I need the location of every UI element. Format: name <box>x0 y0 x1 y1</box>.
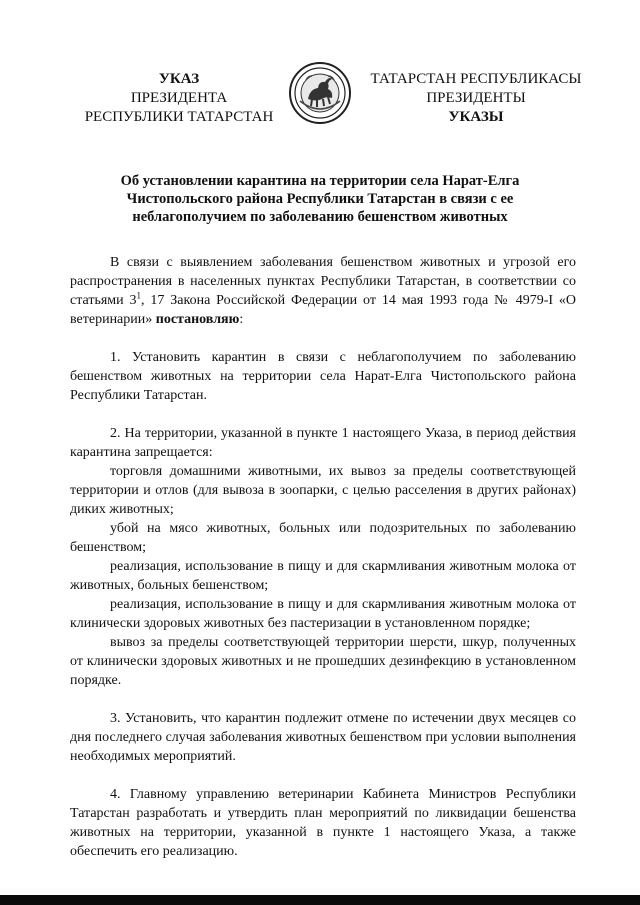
header-left-block <box>74 70 284 127</box>
item-2-e: вывоз за пределы соответствующей территории шерсти, шкур, полученных от клинически здоровых животных и не прошедших дезинфекцию в установленном порядке. <box>70 635 576 688</box>
decree-body <box>70 253 576 861</box>
header-right-block <box>358 70 594 127</box>
item-2-d: реализация, использование в пищу и для скармливания животным молока от клинически здоровых животных без пастеризации в установленном порядке; <box>70 597 576 631</box>
decree-word: постановляю <box>155 312 240 327</box>
intro-text-a: В связи с выявлением заболевания бешенством животных и угрозой его распространения в населенных пунктах Республики Татарстан, в соответствии со статьями 3 <box>70 255 576 308</box>
title-line2: Чистопольского района Республики Татарстан в связи с ее <box>126 191 514 207</box>
item-2-c: реализация, использование в пищу и для скармливания животным молока от животных, больных бешенством; <box>70 559 576 593</box>
item-2-a: торговля домашними животными, их вывоз за пределы соответствующей территории и отлов (для вывоза в зоопарки, с целью расселения в других районах) диких животных; <box>70 464 576 517</box>
item-1: 1. Установить карантин в связи с неблагополучием по заболеванию бешенством животных на территории села Нарат-Елга Чистопольского района Республики Татарстан. <box>70 350 576 403</box>
scan-border <box>0 895 640 905</box>
header-left-line2: ПРЕЗИДЕНТА <box>130 90 228 106</box>
coat-of-arms-icon <box>288 61 352 125</box>
intro-paragraph <box>70 253 576 329</box>
item-2-b: убой на мясо животных, больных или подозрительных по заболеванию бешенством; <box>70 521 576 555</box>
item-3: 3. Установить, что карантин подлежит отмене по истечении двух месяцев со дня последнего случая заболевания животных бешенством при условии выполнения необходимых мероприятий. <box>70 711 576 764</box>
decree-title <box>110 172 530 226</box>
title-line1: Об установлении карантина на территории села Нарат-Елга <box>120 173 520 189</box>
item-4: 4. Главному управлению ветеринарии Кабинета Министров Республики Татарстан разработать и утвердить план мероприятий по ликвидации бешенства животных на территории, указанной в пункте 1 настоящего Указа, а также обеспечить его реализацию. <box>70 787 576 859</box>
intro-end: : <box>239 312 244 327</box>
title-line3: неблагополучием по заболеванию бешенством животных <box>132 209 508 225</box>
intro-text-b: , 17 Закона Российской Федерации от 14 мая 1993 года № 4979-I «О ветеринарии» <box>70 293 576 327</box>
intro-superscript: 1 <box>136 290 142 301</box>
header-right-line1: ТАТАРСТАН РЕСПУБЛИКАСЫ <box>370 71 582 87</box>
header-right-line3: УКАЗЫ <box>448 109 504 125</box>
header-left-line1: УКАЗ <box>158 71 200 87</box>
header-left-line3: РЕСПУБЛИКИ ТАТАРСТАН <box>84 109 274 125</box>
item-2: 2. На территории, указанной в пункте 1 настоящего Указа, в период действия карантина запрещается: <box>70 426 576 460</box>
header-right-line2: ПРЕЗИДЕНТЫ <box>426 90 526 106</box>
